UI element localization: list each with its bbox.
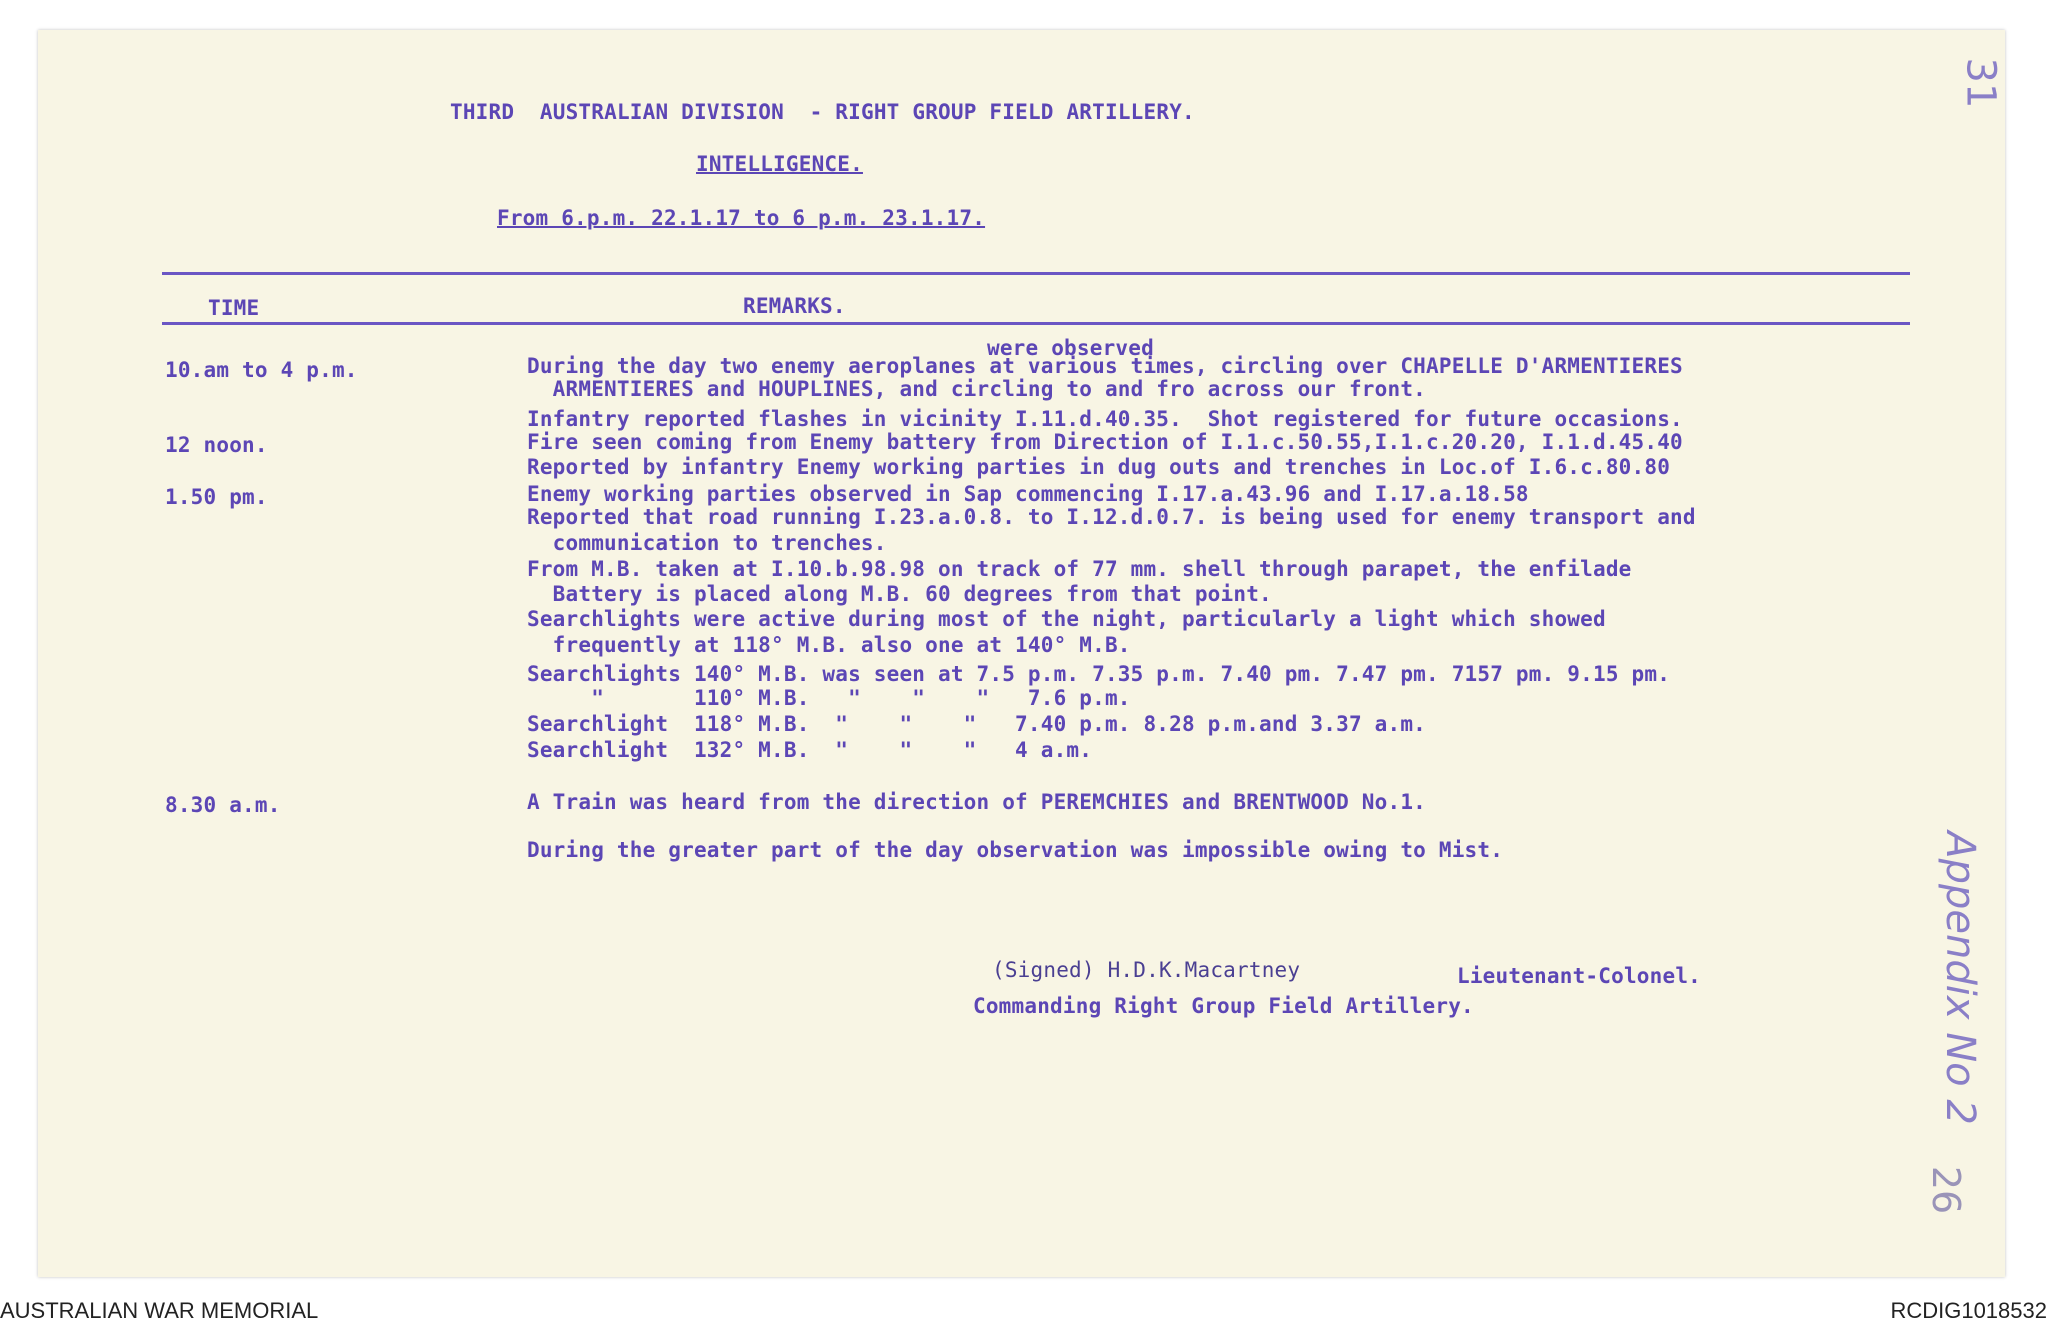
footer-source: AUSTRALIAN WAR MEMORIAL [0, 1298, 319, 1323]
remark-line-12: frequently at 118° M.B. also one at 140° M.B. [527, 633, 1131, 657]
period-heading: From 6.p.m. 22.1.17 to 6 p.m. 23.1.17. [497, 206, 986, 230]
remark-line-11: Searchlights were active during most of the night, particularly a light which showed [527, 607, 1606, 631]
remark-line-4: Fire seen coming from Enemy battery from Direction of I.1.c.50.55,I.1.c.20.20, I.1.d.45.40 [527, 430, 1683, 454]
remark-line-8: communication to trenches. [527, 531, 887, 555]
remark-line-17: A Train was heard from the direction of PEREMCHIES and BRENTWOOD No.1. [527, 790, 1427, 814]
insert-note: were observed [987, 336, 1154, 360]
signature-command: Commanding Right Group Field Artillery. [973, 994, 1474, 1018]
time-entry-3: 1.50 pm. [165, 485, 268, 509]
remark-line-5: Reported by infantry Enemy working parties in dug outs and trenches in Loc.of I.6.c.80.80 [527, 455, 1671, 479]
time-entry-1: 10.am to 4 p.m. [165, 358, 358, 382]
remark-line-15: Searchlight 118° M.B. " " " 7.40 p.m. 8.28 p.m.and 3.37 a.m. [527, 712, 1427, 736]
remark-line-2: ARMENTIERES and HOUPLINES, and circling to and fro across our front. [527, 377, 1427, 401]
remarks-column-header: REMARKS. [743, 294, 846, 318]
remark-line-10: Battery is placed along M.B. 60 degrees from that point. [527, 582, 1272, 606]
signature-rank: Lieutenant-Colonel. [1457, 964, 1702, 988]
remark-line-14: " 110° M.B. " " " 7.6 p.m. [527, 686, 1131, 710]
time-entry-2: 12 noon. [165, 433, 268, 457]
remark-line-16: Searchlight 132° M.B. " " " 4 a.m. [527, 738, 1093, 762]
appendix-note: Appendix No 2 [1937, 831, 1983, 1125]
page-number-bottom: 26 [1924, 1165, 1969, 1215]
intelligence-heading: INTELLIGENCE. [696, 152, 863, 176]
remark-line-6: Enemy working parties observed in Sap commencing I.17.a.43.96 and I.17.a.18.58 [527, 482, 1529, 506]
time-entry-4: 8.30 a.m. [165, 793, 281, 817]
table-header-rule [162, 322, 1910, 325]
remark-line-18: During the greater part of the day observation was impossible owing to Mist. [527, 838, 1504, 862]
table-top-rule [162, 272, 1910, 275]
remark-line-7: Reported that road running I.23.a.0.8. to I.12.d.0.7. is being used for enemy transport and [527, 505, 1696, 529]
remark-line-3: Infantry reported flashes in vicinity I.11.d.40.35. Shot registered for future occasions. [527, 407, 1683, 431]
remark-line-1: During the day two enemy aeroplanes at various times, circling over CHAPELLE D'ARMENTIERES [527, 354, 1683, 378]
remark-line-9: From M.B. taken at I.10.b.98.98 on track of 77 mm. shell through parapet, the enfilade [527, 557, 1632, 581]
time-column-header: TIME [208, 296, 260, 320]
remark-line-13: Searchlights 140° M.B. was seen at 7.5 p.m. 7.35 p.m. 7.40 pm. 7.47 pm. 7157 pm. 9.15 pm. [527, 662, 1671, 686]
document-title: THIRD AUSTRALIAN DIVISION - RIGHT GROUP FIELD ARTILLERY. [450, 100, 1195, 124]
page-number-top: 31 [1957, 57, 2004, 109]
signature-line: (Signed) H.D.K.Macartney [992, 958, 1301, 982]
footer-id: RCDIG1018532 [1890, 1298, 2047, 1323]
